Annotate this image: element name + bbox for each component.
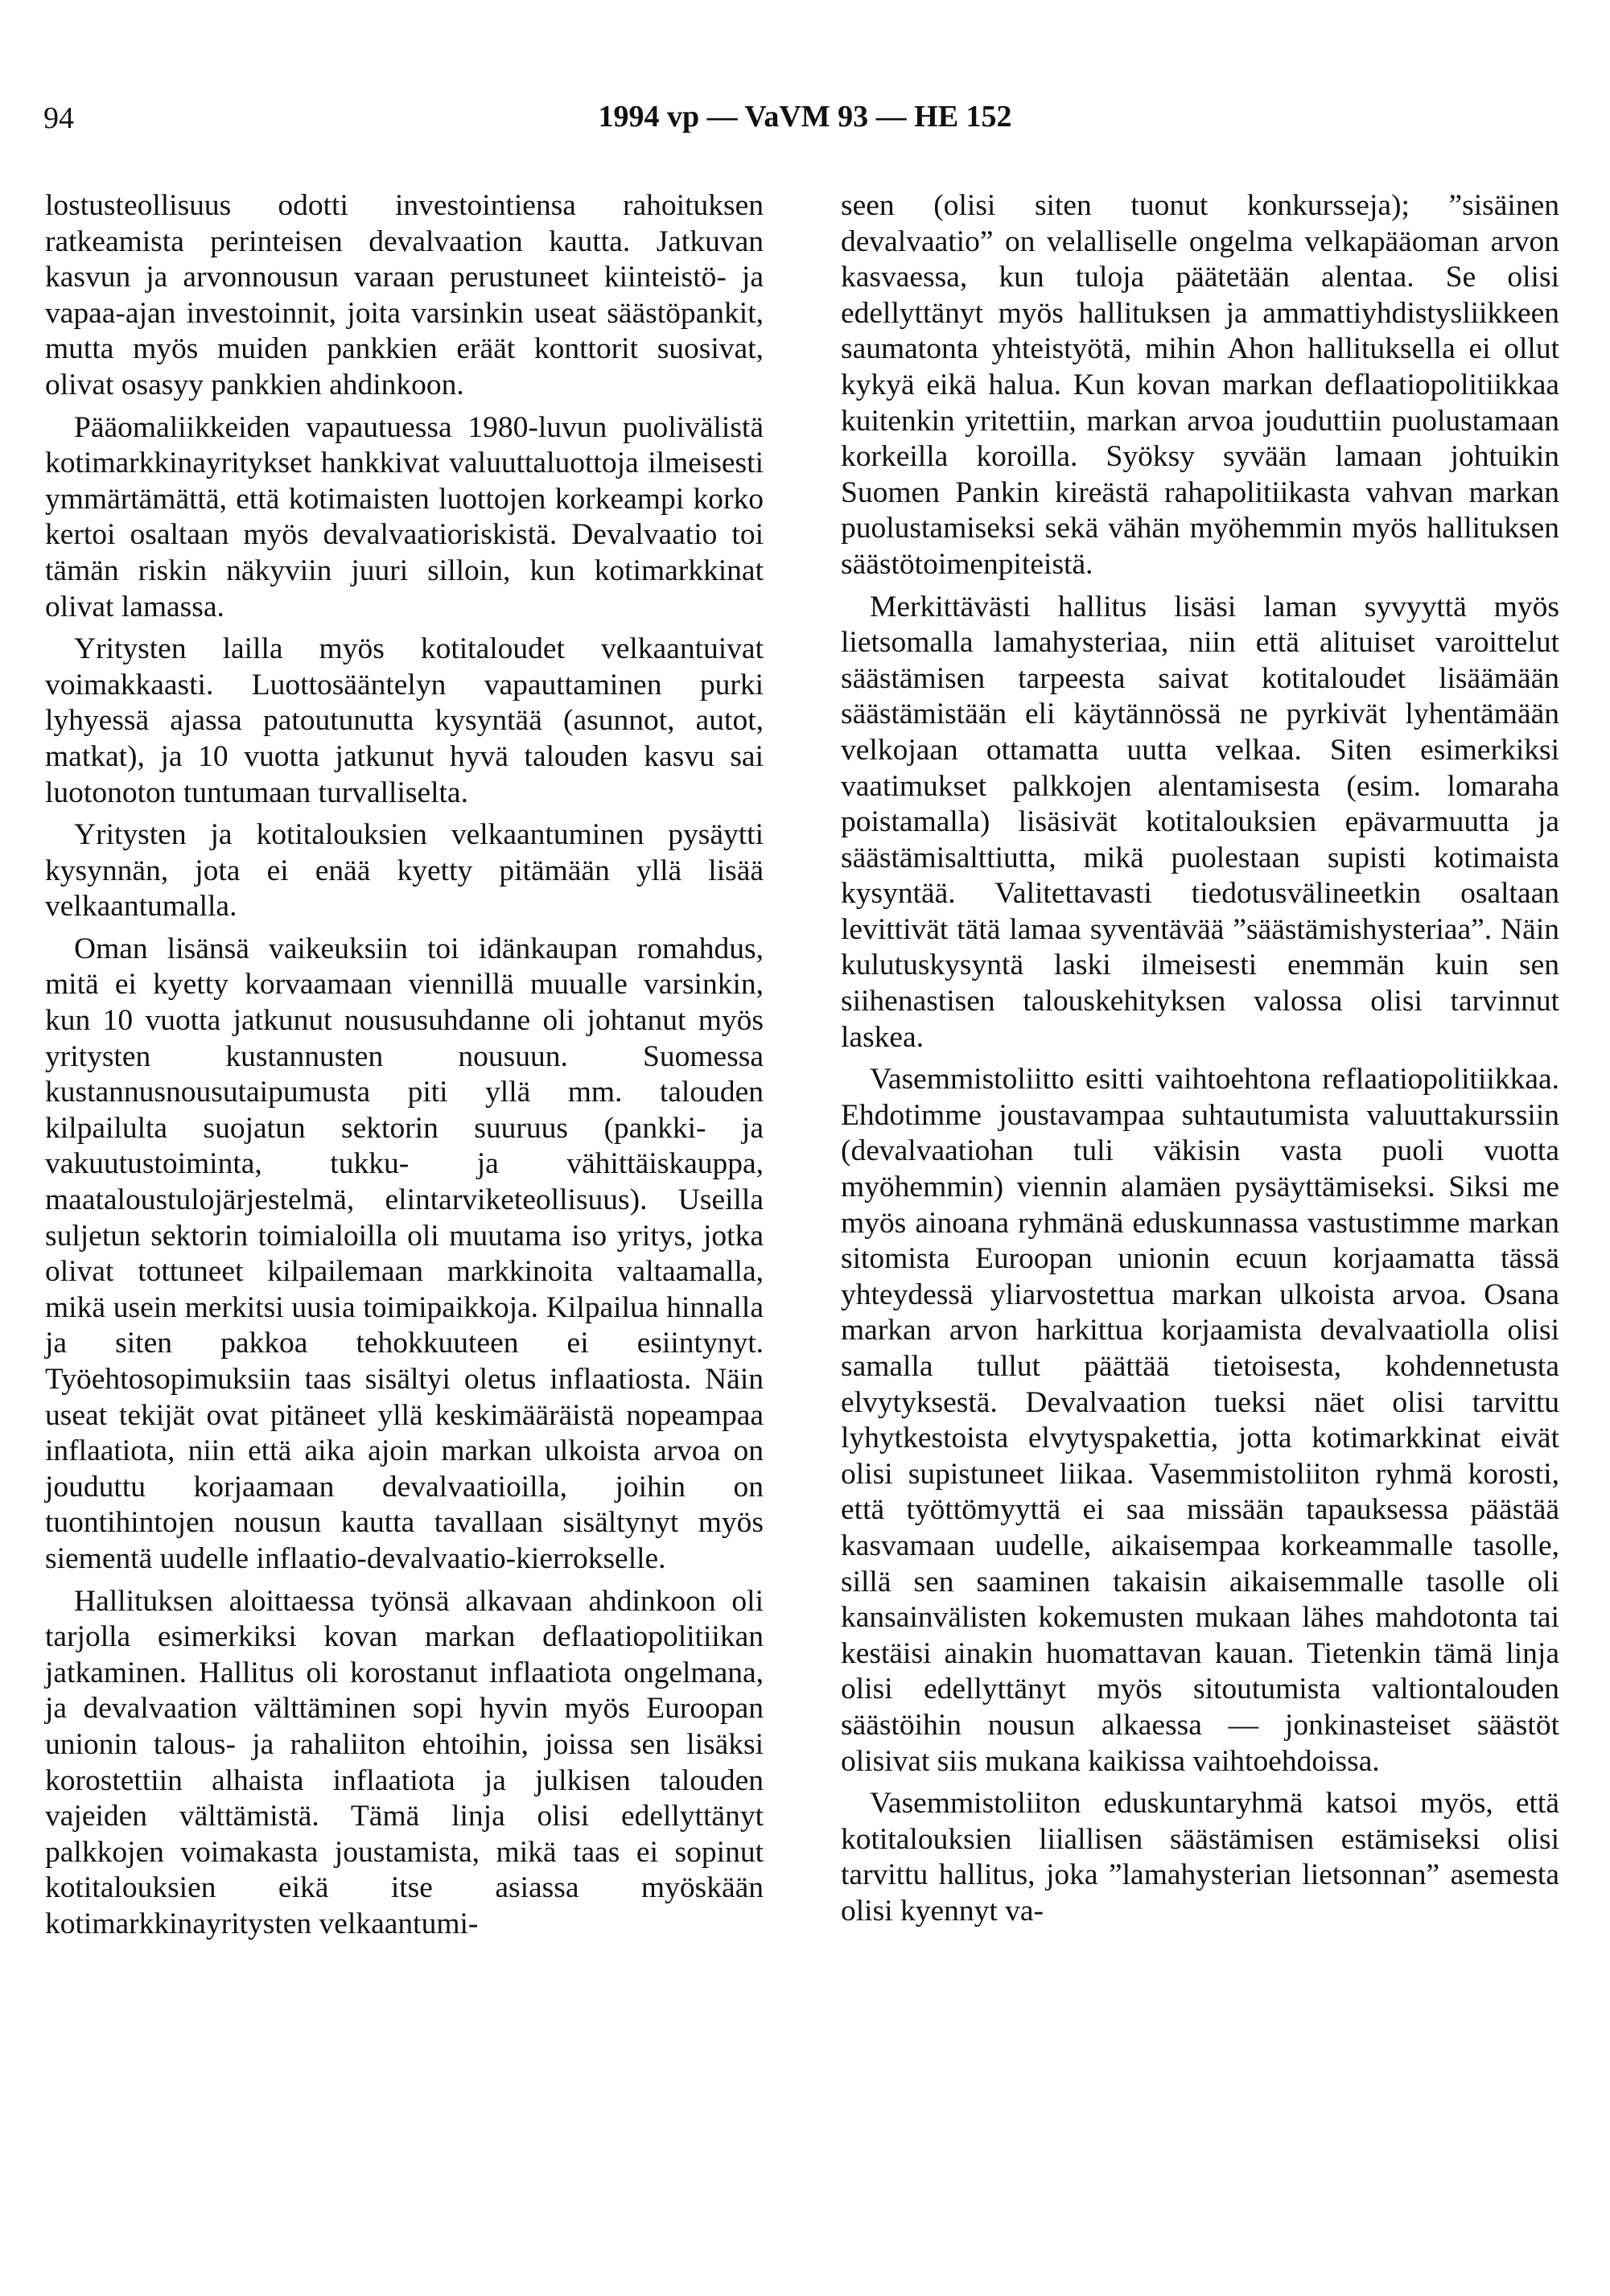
paragraph: lostusteollisuus odotti investointiensa rahoituksen ratkeamista perinteisen devalvaation kautta. Jatkuvan kasvun ja arvonnousun varaan perustuneet kiinteistö- ja vapaa-ajan investoinnit, joita varsinkin useat säästöpankit, mutta myös muiden pankkien eräät konttorit suosivat, olivat osasyy pankkien ahdinkoon.	[45, 189, 764, 401]
left-column	[45, 188, 764, 1943]
paragraph: Hallituksen aloittaessa työnsä alkavaan ahdinkoon oli tarjolla esimerkiksi kovan markan deflaatiopolitiikan jatkaminen. Hallitus oli korostanut inflaatiota ongelmana, ja devalvaation välttäminen sopi hyvin myös Euroopan unionin talous- ja rahaliiton ehtoihin, joissa sen lisäksi korostettiin alhaista inflaatiota ja julkisen talouden vajeiden välttämistä. Tämä linja olisi edellyttänyt palkkojen voimakasta joustamista, mikä taas ei sopinut kotitalouksien eikä itse asiassa myöskään kotimarkkinayritysten velkaantumi-	[45, 1584, 764, 1940]
paragraph: Vasemmistoliiton eduskuntaryhmä katsoi myös, että kotitalouksien liiallisen säästämisen estämiseksi olisi tarvittu hallitus, joka ”lamahysterian lietsonnan” asemesta olisi kyennyt va-	[841, 1787, 1559, 1928]
paragraph: Vasemmistoliitto esitti vaihtoehtona reflaatiopolitiikkaa. Ehdotimme joustavampaa suhtautumista valuuttakurssiin (devalvaatiohan tuli väkisin vasta puoli vuotta myöhemmin) viennin alamäen pysäyttämiseksi. Siksi me myös ainoana ryhmänä eduskunnassa vastustimme markan sitomista Euroopan unionin ecuun korjaamatta tässä yhteydessä yliarvostettua markan ulkoista arvoa. Osana markan arvon harkittua korjaamista devalvaatiolla olisi samalla tullut päättää tietoisesta, kohdennetusta elvytyksestä. Devalvaation tueksi näet olisi tarvittu lyhytkestoista elvytyspakettia, jotta kotimarkkinat eivät olisi supistuneet liikaa. Vasemmistoliiton ryhmä korosti, että työttömyyttä ei saa missään tapauksessa päästää kasvamaan uudelle, aikaisempaa korkeammalle tasolle, sillä sen saaminen takaisin aikaisemmalle tasolle oli kansainvälisten kokemusten mukaan lähes mahdotonta tai kestäisi ainakin huomattavan kauan. Tietenkin tämä linja olisi edellyttänyt myös sitoutumista valtiontalouden säästöihin nousun alkaessa — jonkinasteiset säästöt olisivat siis mukana kaikissa vaihtoehdoissa.	[841, 1063, 1559, 1778]
paragraph: Pääomaliikkeiden vapautuessa 1980-luvun puolivälistä kotimarkkinayritykset hankkivat valuuttaluottoja ilmeisesti ymmärtämättä, että kotimaisten luottojen korkeampi korko kertoi osaltaan myös devalvaatioriskistä. Devalvaatio toi tämän riskin näkyviin juuri silloin, kun kotimarkkinat olivat lamassa.	[45, 410, 764, 623]
paragraph: Oman lisänsä vaikeuksiin toi idänkaupan romahdus, mitä ei kyetty korvaamaan viennillä muualle varsinkin, kun 10 vuotta jatkunut noususuhdanne oli johtanut myös yritysten kustannusten nousuun. Suomessa kustannusnousutaipumusta piti yllä mm. talouden kilpailulta suojatun sektorin suuruus (pankki- ja vakuutustoiminta, tukku- ja vähittäiskauppa, maataloustulojärjestelmä, elintarviketeollisuus). Useilla suljetun sektorin toimialoilla oli muutama iso yritys, jotka olivat tottuneet kilpailemaan markkinoita valtaamalla, mikä usein merkitsi uusia toimipaikkoja. Kilpailua hinnalla ja siten pakkoa tehokkuuteen ei esiintynyt. Työehtosopimuksiin taas sisältyi oletus inflaatiosta. Näin useat tekijät ovat pitäneet yllä keskimääräistä nopeampaa inflaatiota, niin että aika ajoin markan ulkoista arvoa on jouduttu korjaamaan devalvaatioilla, joihin on tuontihintojen nousun kautta tavallaan sisältynyt myös siementä uudelle inflaatio-devalvaatio-kierrokselle.	[45, 932, 764, 1575]
running-title: 1994 vp — VaVM 93 — HE 152	[598, 100, 1012, 134]
paragraph: Merkittävästi hallitus lisäsi laman syvyyttä myös lietsomalla lamahysteriaa, niin että alituiset varoittelut säästämisen tarpeesta saivat kotitaloudet lisäämään säästämistään eli käytännössä ne pyrkivät lyhentämään velkojaan ottamatta uutta velkaa. Siten esimerkiksi vaatimukset palkkojen alentamisesta (esim. lomaraha poistamalla) lisäsivät kotitalouksien epävarmuutta ja säästämisalttiutta, mikä puolestaan supisti kotimaista kysyntää. Valitettavasti tiedotusvälineetkin osaltaan levittivät tätä lamaa syventävää ”säästämishysteriaa”. Näin kulutuskysyntä laski ilmeisesti enemmän kuin sen siihenastisen talouskehityksen valossa olisi tarvinnut laskea.	[841, 590, 1559, 1054]
paragraph: Yritysten lailla myös kotitaloudet velkaantuivat voimakkaasti. Luottosääntelyn vapauttaminen purki lyhyessä ajassa patoutunutta kysyntää (asunnot, autot, matkat), ja 10 vuotta jatkunut hyvä talouden kasvu sai luotonoton tuntumaan turvalliselta.	[45, 632, 764, 809]
paragraph: seen (olisi siten tuonut konkursseja); ”sisäinen devalvaatio” on velalliselle ongelma velkapääoman arvon kasvaessa, kun tuloja päätetään alentaa. Se olisi edellyttänyt myös hallituksen ja ammattiyhdistysliikkeen saumatonta yhteistyötä, mihin Ahon hallituksella ei ollut kykyä eikä halua. Kun kovan markan deflaatiopolitiikkaa kuitenkin yritettiin, markan arvoa jouduttiin puolustamaan korkeilla koroilla. Syöksy syvään lamaan johtuikin Suomen Pankin kireästä rahapolitiikasta vahvan markan puolustamiseksi sekä vähän myöhemmin myös hallituksen säästötoimenpiteistä.	[841, 189, 1559, 581]
right-column	[841, 188, 1559, 1930]
page-number: 94	[43, 101, 74, 135]
paragraph: Yritysten ja kotitalouksien velkaantuminen pysäytti kysynnän, jota ei enää kyetty pitämään yllä lisää velkaantumalla.	[45, 818, 764, 924]
